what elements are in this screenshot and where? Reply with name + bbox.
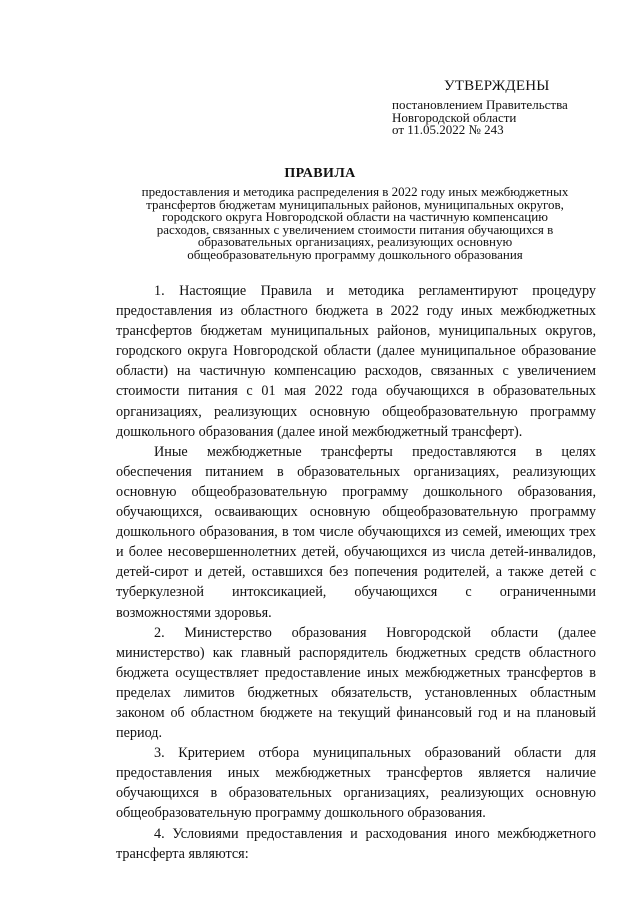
subtitle-line: расходов, связанных с увеличением стоимости питания обучающихся в bbox=[156, 221, 554, 237]
approval-line: от 11.05.2022 № 243 bbox=[392, 122, 504, 137]
paragraph: 2. Министерство образования Новгородской области (далее министерство) как главный распорядитель бюджетных средств областного бюджета осуществляет предоставление иных межбюджетных трансфертов в пределах лимитов бюджетных обязательств, установленных областным законом об областном бюджете на текущий финансовый год и на плановый период. bbox=[116, 624, 596, 742]
document-body bbox=[116, 281, 596, 864]
approval-stamp-title: УТВЕРЖДЕНЫ bbox=[444, 78, 550, 94]
document-title: ПРАВИЛА bbox=[284, 166, 356, 181]
subtitle-line: предоставления и методика распределения в 2022 году иных межбюджетных bbox=[141, 184, 569, 199]
paragraph: 1. Настоящие Правила и методика регламентируют процедуру предоставления из областного бюджета в 2022 году иных межбюджетных трансфертов бюджетам муниципальных районов, муниципальных округов, городского округа Новгородской области (далее муниципальное образование области) на частичную компенсацию расходов, связанных с увеличением стоимости питания с 01 мая 2022 года обучающихся в образовательных организациях, реализующих основную общеобразовательную программу дошкольного образования (далее иной межбюджетный трансферт). bbox=[116, 283, 596, 440]
subtitle-line: общеобразовательную программу дошкольного образования bbox=[187, 246, 523, 262]
document-subtitle bbox=[100, 186, 610, 262]
paragraph: Иные межбюджетные трансферты предоставляются в целях обеспечения питанием в образовательных организациях, реализующих основную общеобразовательную программу дошкольного образования, обучающихся, осваивающих основную общеобразовательную программу дошкольного образования, в том числе обучающихся из семей, имеющих трех и более несовершеннолетних детей, обучающихся из числа детей-инвалидов, детей-сирот и детей, оставшихся без попечения родителей, а также детей с туберкулезной интоксикацией, обучающихся с ограниченными возможностями здоровья. bbox=[116, 443, 596, 621]
paragraph: 4. Условиями предоставления и расходования иного межбюджетного трансферта являются: bbox=[116, 825, 596, 862]
subtitle-line: образовательных организациях, реализующих основную bbox=[197, 234, 513, 250]
subtitle-line: трансфертов бюджетам муниципальных районов, муниципальных округов, bbox=[146, 196, 564, 212]
subtitle-line: городского округа Новгородской области на частичную компенсацию bbox=[162, 209, 548, 225]
approval-reference bbox=[392, 99, 568, 137]
approval-line: постановлением Правительства bbox=[392, 97, 568, 112]
paragraph: 3. Критерием отбора муниципальных образований области для предоставления иных межбюджетных трансфертов является наличие обучающихся в образовательных организациях, реализующих основную общеобразовательную программу дошкольного образования. bbox=[116, 745, 596, 822]
approval-line: Новгородской области bbox=[392, 109, 517, 125]
